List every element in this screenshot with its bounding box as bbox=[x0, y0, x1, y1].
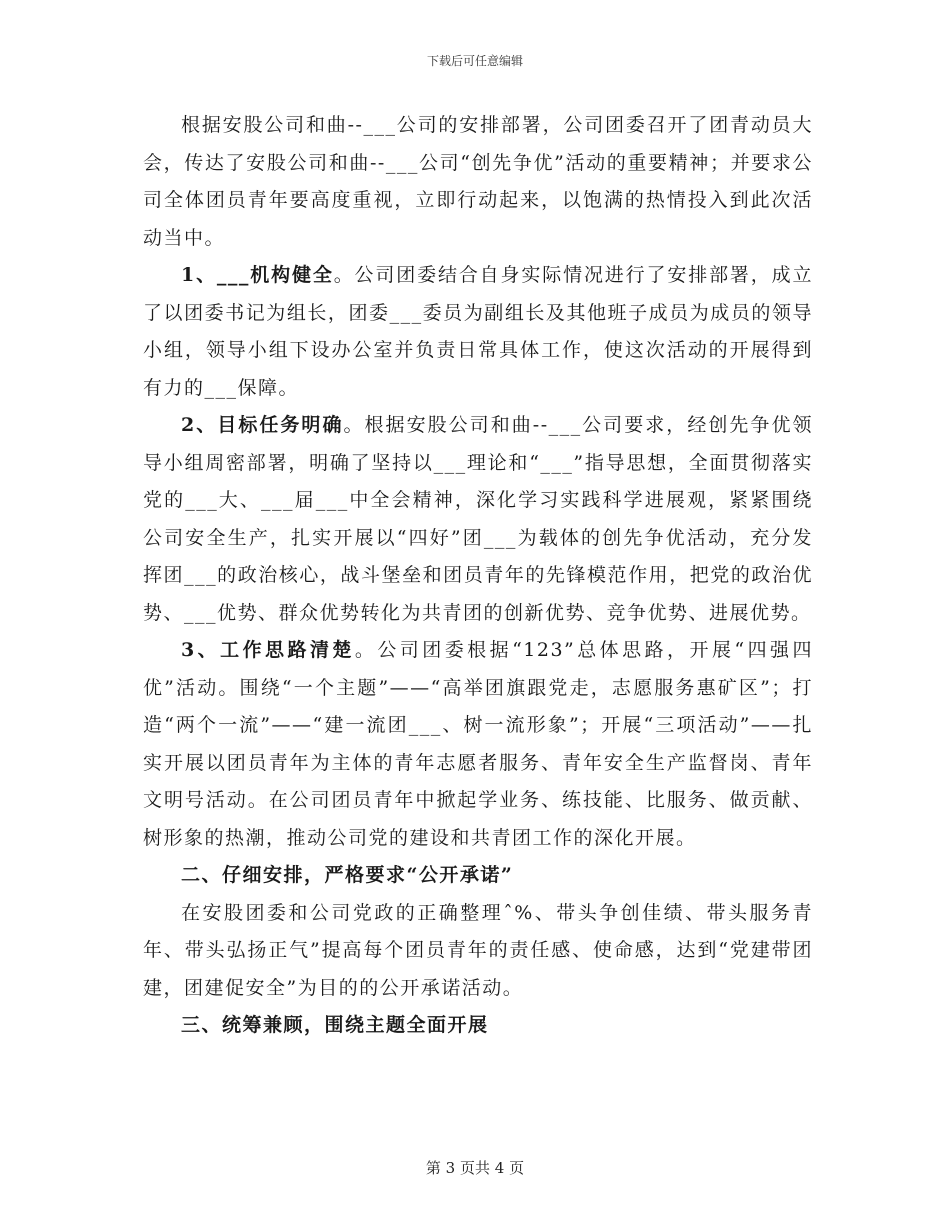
item-2-paragraph bbox=[143, 407, 813, 632]
section-3-heading: 三、统筹兼顾，围绕主题全面开展 bbox=[181, 1014, 489, 1036]
item-1-lead: 1、___机构健全 bbox=[181, 264, 334, 286]
item-2-lead: 2、目标任务明确 bbox=[181, 414, 344, 436]
paragraph-text: 根据安股公司和曲--___公司的安排部署，公司团委召开了团青动员大会，传达了安股公司和曲--___公司“创先争优”活动的重要精神；并要求公司全体团员青年要高度重视，立即行动起来，以饱满的热情投入到此次活动当中。 bbox=[143, 114, 813, 249]
section-2-paragraph: 在安股团委和公司党政的正确整理ˆ%、带头争创佳绩、带头服务青年、带头弘扬正气”提高每个团员青年的责任感、使命感，达到“党建带团建，团建促安全”为目的的公开承诺活动。 bbox=[143, 901, 813, 999]
page-header: 下载后可任意编辑 bbox=[426, 54, 523, 68]
item-2-text: 。根据安股公司和曲--___公司要求，经创先争优领导小组周密部署，明确了坚持以___理论和“___”指导思想，全面贯彻落实党的___大、___届___中全会精神，深化学习实践科学进展观，紧紧围绕公司安全生产，扎实开展以“四好”团___为载体的创先争优活动，充分发挥团___的政治核心，战斗堡垒和团员青年的先锋模范作用，把党的政治优势、___优势、群众优势转化为共青团的创新优势、竞争优势、进展优势。 bbox=[143, 414, 813, 624]
item-1-paragraph bbox=[143, 257, 813, 407]
item-3-text: 。公司团委根据“123”总体思路，开展“四强四优”活动。围绕“一个主题”——“高举团旗跟党走，志愿服务惠矿区”；打造“两个一流”——“建一流团___、树一流形象”；开展“三项活动”——扎实开展以团员青年为主体的青年志愿者服务、青年安全生产监督岗、青年文明号活动。在公司团员青年中掀起学业务、练技能、比服务、做贡献、树形象的热潮，推动公司党的建设和共青团工作的深化开展。 bbox=[143, 639, 813, 849]
intro-paragraph bbox=[143, 107, 813, 257]
section-2-heading: 二、仔细安排，严格要求“公开承诺” bbox=[181, 864, 514, 886]
item-3-lead: 3、工作思路清楚 bbox=[181, 639, 355, 661]
document-body bbox=[143, 107, 813, 1045]
page-footer: 第 3 页共 4 页 bbox=[425, 1159, 525, 1177]
item-1-text: 。公司团委结合自身实际情况进行了安排部署，成立了以团委书记为组长，团委___委员为副组长及其他班子成员为成员的领导小组，领导小组下设办公室并负责日常具体工作，使这次活动的开展得到有力的___保障。 bbox=[143, 264, 813, 399]
item-3-paragraph bbox=[143, 632, 813, 857]
